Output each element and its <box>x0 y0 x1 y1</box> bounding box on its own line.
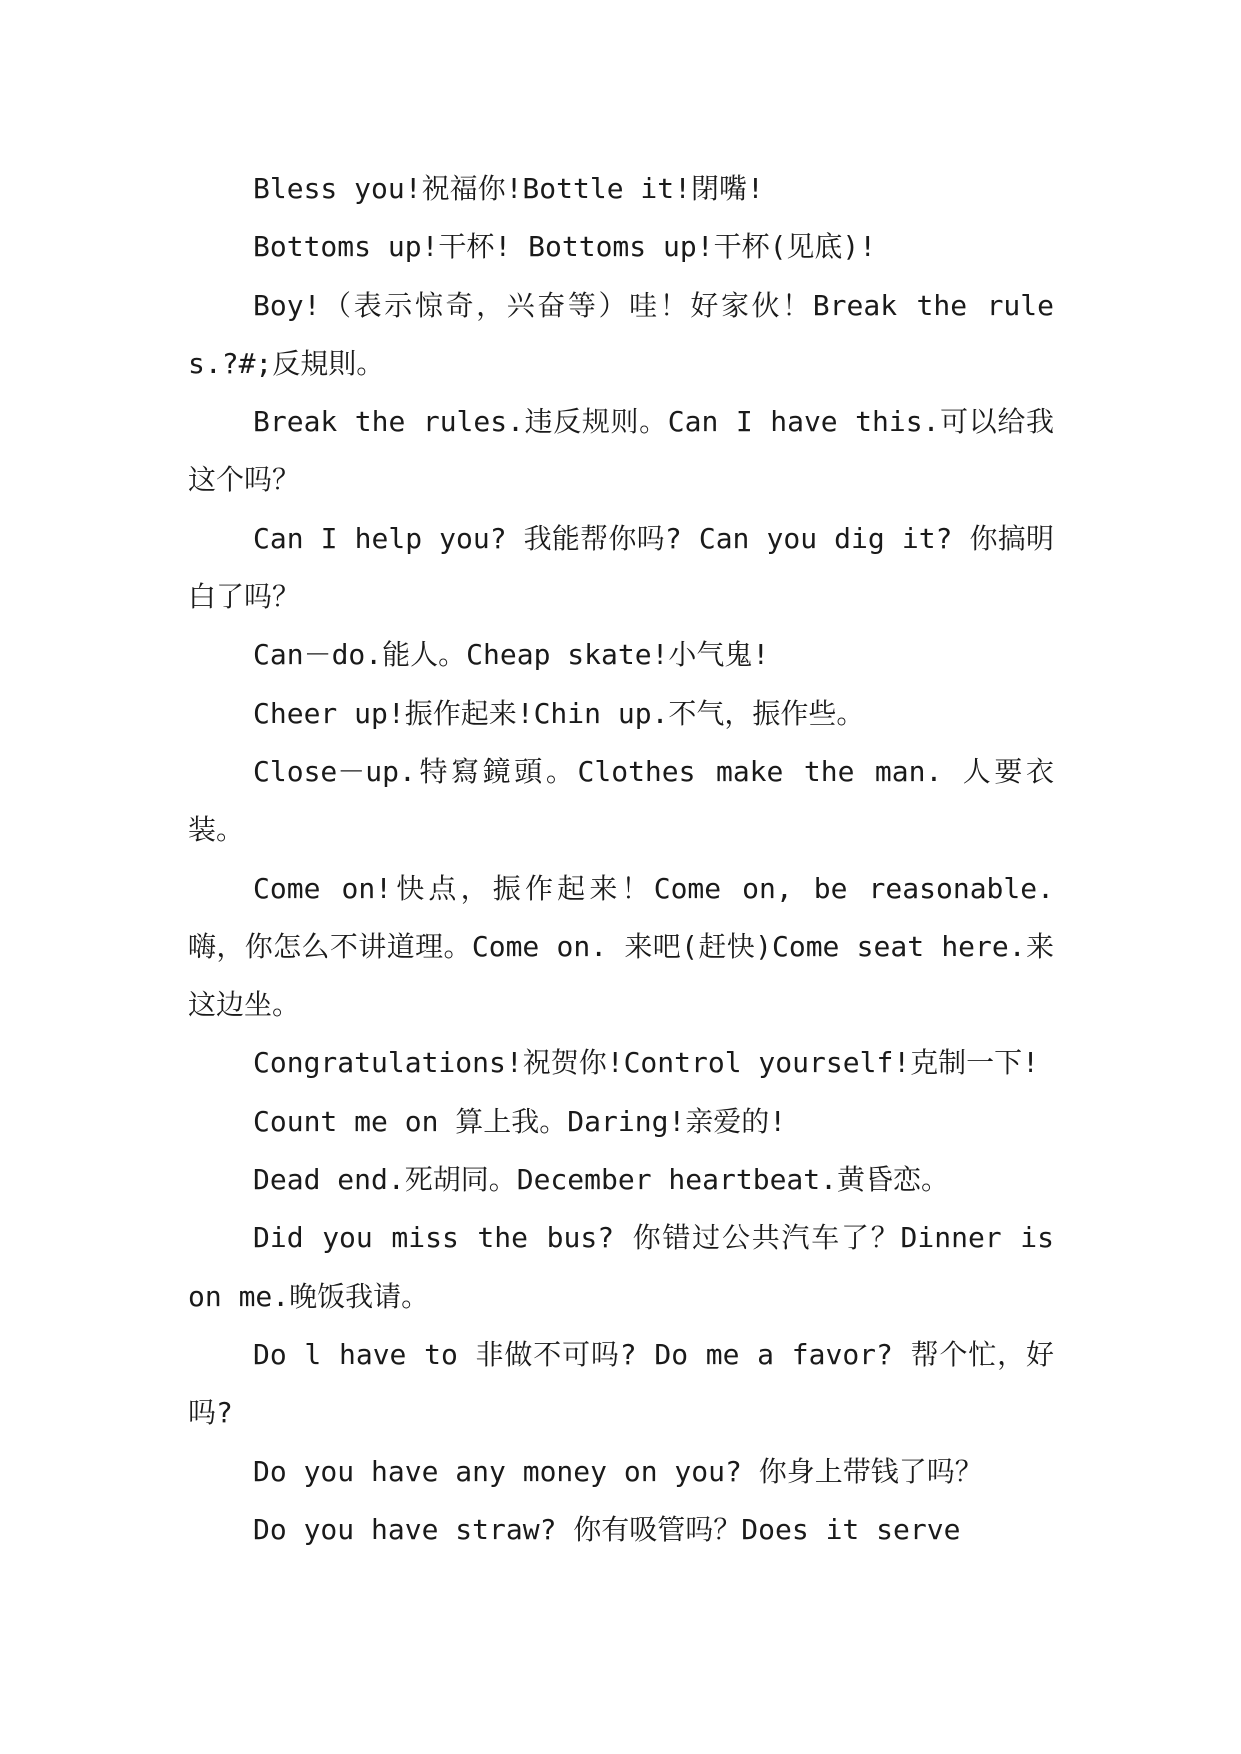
paragraph: Do l have to 非做不可吗? Do me a favor? 帮个忙，好吗? <box>188 1337 1054 1430</box>
paragraph: Dead end.死胡同。December heartbeat.黄昏恋。 <box>253 1163 950 1197</box>
paragraph: Boy!（表示惊奇，兴奋等）哇！好家伙！Break the rules.?#;反規則。 <box>188 288 1054 380</box>
paragraph: Break the rules.违反规则。Can I have this.可以给我这个吗？ <box>188 405 1054 497</box>
document-body <box>188 160 1054 1559</box>
paragraph: Do you have straw? 你有吸管吗？Does it serve <box>253 1512 961 1546</box>
paragraph: Can I help you? 我能帮你吗? Can you dig it? 你搞明白了吗？ <box>188 521 1054 614</box>
paragraph: Count me on 算上我。Daring!亲爱的! <box>253 1104 787 1138</box>
paragraph: Bottoms up!干杯! Bottoms up!干杯(见底)! <box>253 230 877 264</box>
paragraph: Cheer up!振作起来!Chin up.不气，振作些。 <box>253 696 865 730</box>
paragraph: Come on!快点，振作起来！Come on, be reasonable.嗨，你怎么不讲道理。Come on. 来吧(赶快)Come seat here.来这边坐。 <box>188 871 1054 1022</box>
paragraph: Bless you!祝福你!Bottle it!閉嘴! <box>253 172 764 205</box>
paragraph: Did you miss the bus? 你错过公共汽车了？Dinner is on me.晚饭我请。 <box>188 1221 1054 1313</box>
paragraph: Congratulations!祝贺你!Control yourself!克制一下! <box>253 1046 1040 1080</box>
paragraph: Close－up.特寫鏡頭。Clothes make the man. 人要衣装。 <box>188 754 1054 847</box>
paragraph: Do you have any money on you? 你身上带钱了吗？ <box>253 1454 983 1488</box>
paragraph: Can－do.能人。Cheap skate!小气鬼! <box>253 638 770 672</box>
